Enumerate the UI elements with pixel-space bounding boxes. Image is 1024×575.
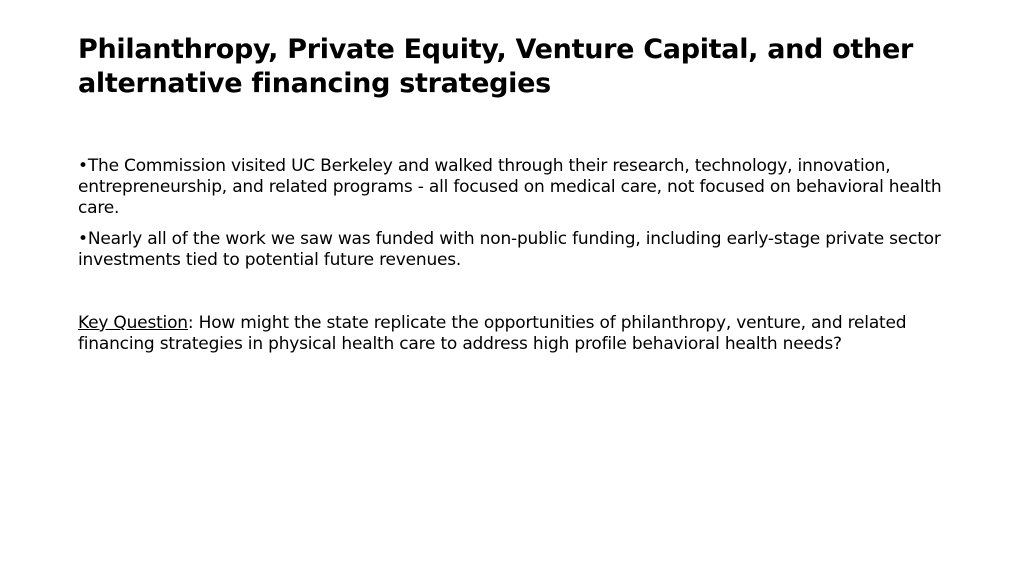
bullet-text: Nearly all of the work we saw was funded with non-public funding, including early-stage private sector investments tied to potential future revenues.: [78, 229, 941, 270]
bullet-item: [78, 229, 958, 271]
bullet-marker: •: [78, 156, 88, 176]
bullet-item: [78, 156, 958, 219]
bullet-text: The Commission visited UC Berkeley and walked through their research, technology, innovation, entrepreneurship, and related programs - all focused on medical care, not focused on behavioral health care.: [78, 156, 942, 218]
bullet-list: [78, 156, 958, 281]
bullet-marker: •: [78, 229, 88, 249]
key-question-label: Key Question: [78, 313, 188, 333]
key-question-text: : How might the state replicate the opportunities of philanthropy, venture, and related financing strategies in physical health care to address high profile behavioral health needs?: [78, 313, 907, 354]
key-question: [78, 313, 938, 355]
slide-title: Philanthropy, Private Equity, Venture Capital, and other alternative financing strategies: [78, 34, 913, 99]
